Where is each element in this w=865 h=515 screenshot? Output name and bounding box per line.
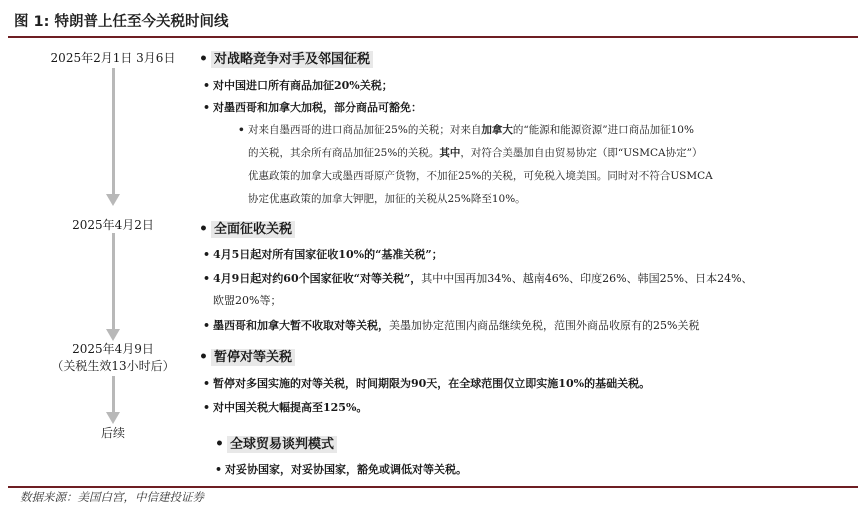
list-item-continuation xyxy=(213,293,281,308)
item-text: 对中国关税大幅提高至125%。 xyxy=(213,401,368,414)
list-item xyxy=(203,247,443,262)
date-label-3a: 2025年4月9日 xyxy=(38,341,188,357)
timeline-arrow-1 xyxy=(106,194,120,206)
date-label-3b: （关税生效13小时后） xyxy=(38,358,188,374)
list-item xyxy=(203,376,650,391)
bullet: • xyxy=(203,248,211,261)
section-bullet: • xyxy=(215,436,224,452)
date-label-2: 2025年4月2日 xyxy=(38,217,188,233)
item-text: 其中中国再加34%、越南46%、印度26%、韩国25%、日本24%、 xyxy=(421,272,753,285)
bullet: • xyxy=(203,79,211,92)
sub-row xyxy=(238,188,713,211)
date-label-1: 2025年2月1日 3月6日 xyxy=(38,50,188,66)
sub-row xyxy=(238,142,713,165)
sub-text-bold: 加拿大 xyxy=(481,124,513,136)
section-heading-3: 暂停对等关税 xyxy=(211,349,295,366)
sub-text: ，对符合美墨加自由贸易协定（即“USMCA协定”） xyxy=(460,147,703,159)
timeline-segment-1 xyxy=(112,68,115,196)
date-label-4: 后续 xyxy=(38,425,188,441)
item-text: 美墨加协定范围内商品继续免税，范围外商品收原有的25%关税 xyxy=(389,319,700,332)
figure-title: 图 1: 特朗普上任至今关税时间线 xyxy=(14,14,229,30)
timeline-arrow-2 xyxy=(106,329,120,341)
list-item xyxy=(203,318,699,333)
bullet: • xyxy=(215,463,223,476)
bullet: • xyxy=(203,401,211,414)
item-text-bold: 4月9日起对约60个国家征收“对等关税”， xyxy=(213,272,422,285)
sub-row xyxy=(238,165,713,188)
section-bullet: • xyxy=(199,221,208,237)
bullet: • xyxy=(203,319,211,332)
section-bullet: • xyxy=(199,349,208,365)
list-item xyxy=(203,100,422,115)
timeline-arrow-3 xyxy=(106,412,120,424)
sub-text: 的关税，其余所有商品加征25%的关税。 xyxy=(248,147,440,159)
list-item xyxy=(215,462,467,477)
timeline-segment-2 xyxy=(112,233,115,331)
timeline-segment-3 xyxy=(112,376,115,416)
section-heading-4: 全球贸易谈判模式 xyxy=(227,436,337,453)
top-rule xyxy=(8,36,858,38)
bullet: • xyxy=(238,124,245,136)
sub-text: 优惠政策的加拿大或墨西哥原产货物，不加征25%的关税，可免税入境美国。同时对不符合USMCA xyxy=(248,170,713,182)
sub-text: 协定优惠政策的加拿大钾肥，加征的关税从25%降至10%。 xyxy=(248,193,526,205)
section-heading-2: 全面征收关税 xyxy=(211,221,295,238)
section-bullet: • xyxy=(199,51,208,67)
source-note: 数据来源：美国白宫，中信建投证券 xyxy=(20,490,204,504)
list-item xyxy=(203,271,753,286)
bottom-rule xyxy=(8,486,858,488)
list-item xyxy=(203,78,393,93)
item-text: 暂停对多国实施的对等关税，时间期限为90天，在全球范围仅立即实施10%的基础关税。 xyxy=(213,377,651,390)
item-text: 欧盟20%等； xyxy=(213,294,282,307)
bullet: • xyxy=(203,377,211,390)
item-text: 4月5日起对所有国家征收10%的“基准关税”； xyxy=(213,248,443,261)
sub-text-bold: 其中 xyxy=(439,147,461,159)
bullet: • xyxy=(203,272,211,285)
item-text: 对妥协国家，对妥协国家，豁免或调低对等关税。 xyxy=(225,463,467,476)
list-item xyxy=(203,400,367,415)
item-text-bold: 墨西哥和加拿大暂不收取对等关税， xyxy=(213,319,389,332)
item-text: 对墨西哥和加拿大加税，部分商品可豁免： xyxy=(213,101,422,114)
sub-text: 的“能源和能源资源”进口商品加征10% xyxy=(512,124,694,136)
bullet: • xyxy=(203,101,211,114)
sub-row xyxy=(238,119,713,142)
sub-bullet-block xyxy=(238,119,713,211)
sub-text: 对来自墨西哥的进口商品加征25%的关税；对来自 xyxy=(248,124,482,136)
item-text: 对中国进口所有商品加征20%关税； xyxy=(213,79,393,92)
section-heading-1: 对战略竞争对手及邻国征税 xyxy=(211,51,373,68)
